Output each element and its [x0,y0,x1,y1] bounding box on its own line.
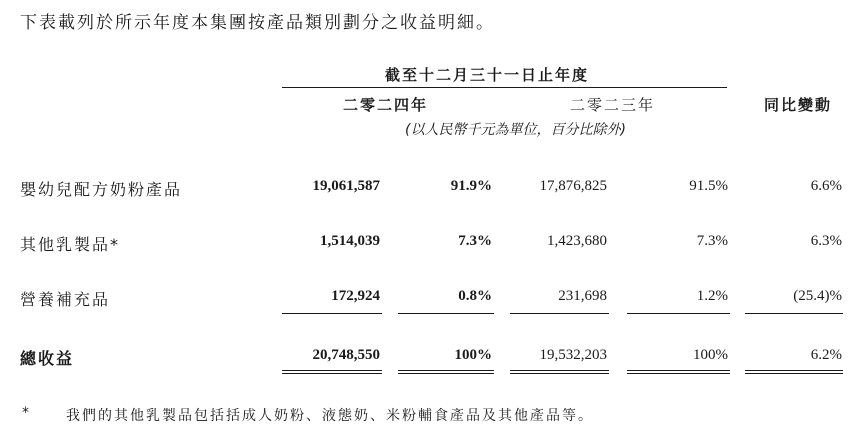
row-value-2024: 172,924 [331,288,380,304]
row-pct-2024: 7.3% [458,233,492,249]
year-2024-header: 二零二四年 [343,96,429,114]
intro-text: 下表載列於所示年度本集團按產品類別劃分之收益明細。 [20,13,495,33]
total-value-2024: 20,748,550 [312,347,380,363]
footnote-text: 我們的其他乳製品包括括成人奶粉、液態奶、米粉輔食產品及其他產品等。 [66,408,594,424]
row-yoy: (25.4)% [793,288,842,304]
subtotal-rule-v2023 [510,313,609,314]
row-pct-2024: 91.9% [450,178,492,194]
footnote-mark: * [22,405,31,421]
total-pct-2023: 100% [693,347,728,363]
period-header-rule [282,87,727,88]
row-value-2023: 17,876,825 [539,178,607,194]
total-rule-v2023-2 [510,373,609,374]
row-value-2023: 231,698 [558,288,607,304]
yoy-header: 同比變動 [764,96,833,114]
total-rule-yoy-2 [745,373,843,374]
row-value-2024: 1,514,039 [320,233,380,249]
unit-note: (以人民幣千元為單位，百分比除外) [405,122,626,138]
total-rule-v2024-2 [282,373,382,374]
total-pct-2024: 100% [454,347,492,363]
total-value-2023: 19,532,203 [539,347,607,363]
total-rule-v2024 [282,370,382,371]
row-label-nutrition-supplements: 營養補充品 [20,290,111,309]
row-value-2024: 19,061,587 [312,178,380,194]
subtotal-rule-v2024 [282,313,382,314]
row-pct-2023: 91.5% [689,178,728,194]
total-rule-p2024 [398,370,494,371]
total-rule-p2023 [627,370,730,371]
row-pct-2023: 7.3% [696,233,728,249]
subtotal-rule-yoy [745,313,843,314]
row-yoy: 6.3% [810,233,842,249]
period-header: 截至十二月三十一日止年度 [385,66,590,84]
row-pct-2024: 0.8% [458,288,492,304]
subtotal-rule-p2024 [398,313,494,314]
row-yoy: 6.6% [810,178,842,194]
row-pct-2023: 1.2% [696,288,728,304]
total-rule-yoy [745,370,843,371]
total-rule-p2023-2 [627,373,730,374]
subtotal-rule-p2023 [627,313,730,314]
total-rule-v2023 [510,370,609,371]
total-rule-p2024-2 [398,373,494,374]
row-label-other-dairy: 其他乳製品* [20,235,121,254]
row-value-2023: 1,423,680 [547,233,607,249]
total-label: 總收益 [20,349,75,368]
total-yoy: 6.2% [810,347,842,363]
year-2023-header: 二零二三年 [570,96,656,114]
row-label-infant-formula: 嬰幼兒配方奶粉產品 [20,180,183,199]
